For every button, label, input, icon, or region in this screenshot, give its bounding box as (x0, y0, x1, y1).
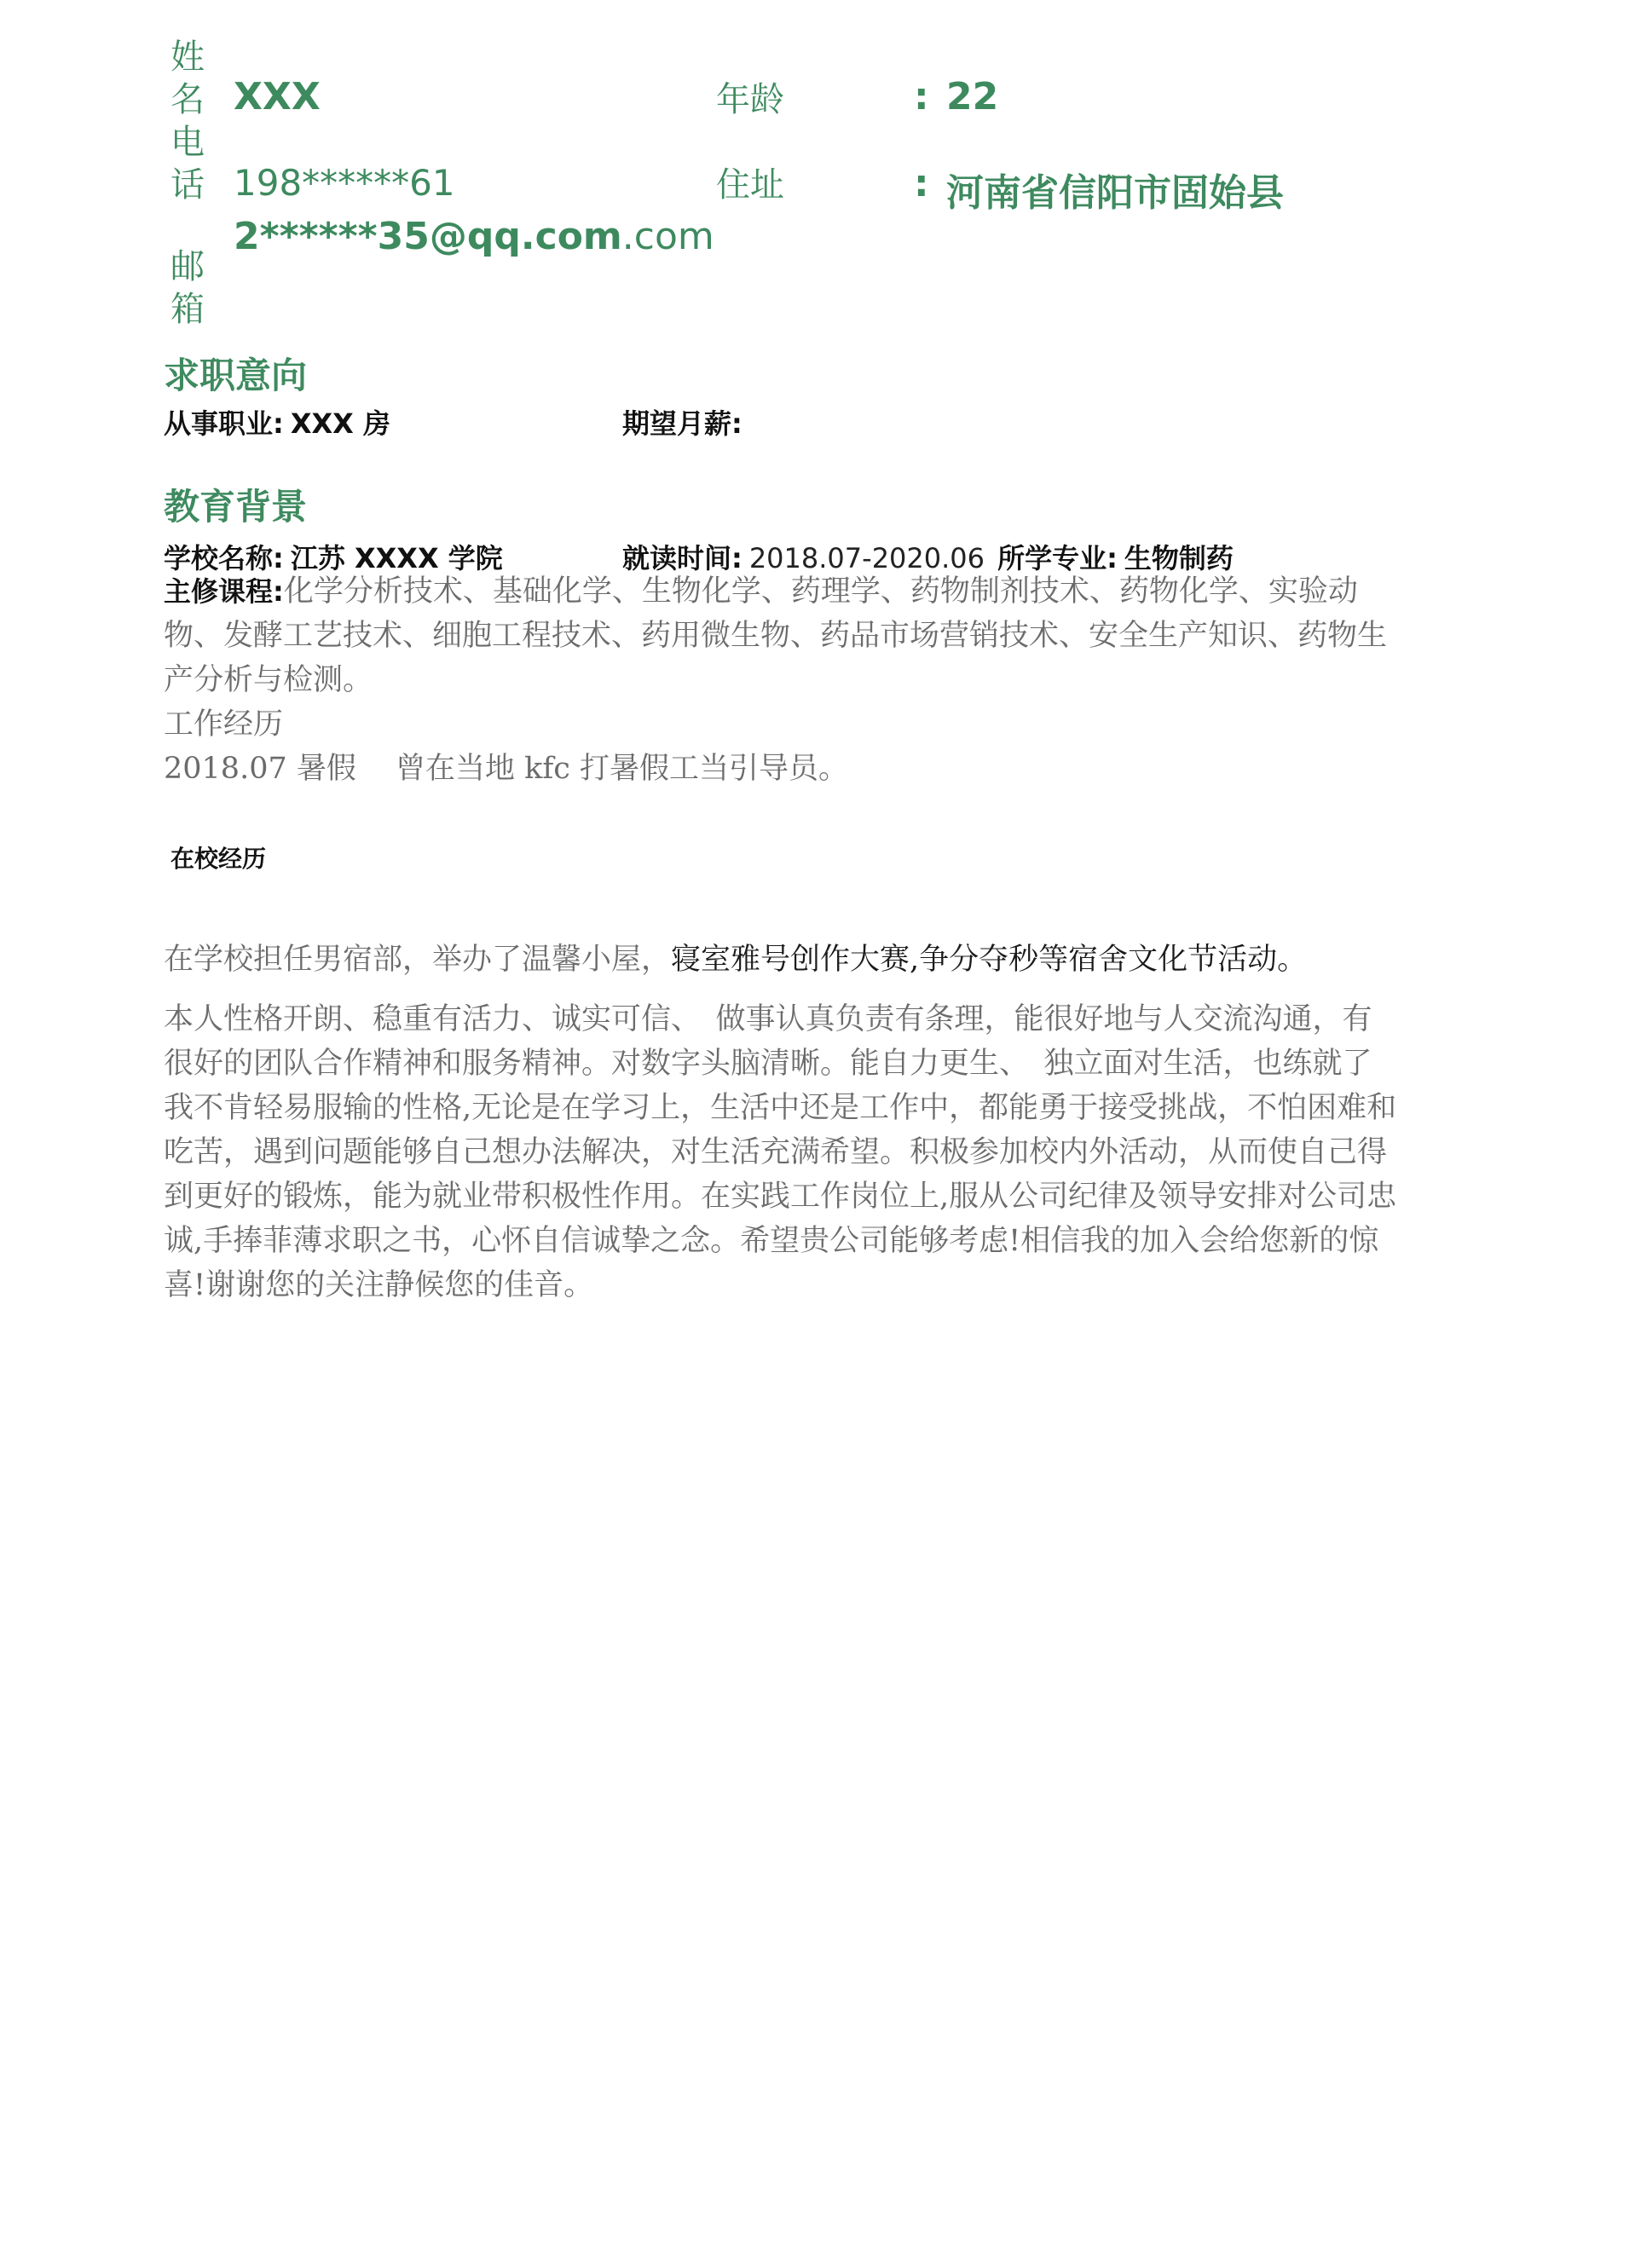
self-eval-line: 吃苦，遇到问题能够自己想办法解决，对生活充满希望。积极参加校内外活动，从而使自己得 (164, 1135, 1388, 1169)
courses-line: 产分析与检测。 (164, 663, 373, 697)
age-value: 22 (946, 75, 999, 118)
address-colon: : (914, 162, 929, 205)
courses (164, 569, 1387, 702)
label-char: 邮 (170, 247, 205, 286)
work-title: 工作经历 (164, 707, 284, 742)
courses-line: 化学分析技术、基础化学、生物化学、药理学、药物制剂技术、药物化学、实验动 (283, 574, 1358, 609)
campus-entry (164, 938, 1307, 982)
label-char: 箱 (170, 290, 205, 329)
campus-entry-part: 在学校担任男宿部，举办了温馨小屋， (164, 943, 672, 977)
self-eval-line: 本人性格开朗、稳重有活力、诚实可信、 做事认真负责有条理，能很好地与人交流沟通，有 (164, 1002, 1372, 1036)
self-eval-line: 我不肯轻易服输的性格,无论是在学习上，生活中还是工作中，都能勇于接受挑战，不怕困难和 (164, 1091, 1397, 1125)
period-label: 就读时间: (622, 542, 742, 574)
occupation-label: 从事职业: (164, 407, 284, 440)
major-value: 生物制药 (1124, 542, 1234, 574)
age-colon: : (914, 75, 929, 118)
work-entry: 2018.07 暑假 曾在当地 kfc 打暑假工当引导员。 (164, 752, 849, 786)
period-value: 2018.07-2020.06 (748, 542, 985, 574)
major-label: 所学专业: (997, 542, 1118, 574)
campus-entry-part: 寝室雅号创作大赛,争分夺秒等宿舍文化节活动。 (671, 943, 1308, 977)
self-eval-line: 很好的团队合作精神和服务精神。对数字头脑清晰。能自力更生、 独立面对生活，也练就了 (164, 1047, 1372, 1081)
label-char: 名 (170, 80, 205, 119)
label-char: 话 (170, 165, 205, 205)
label-char: 姓 (170, 38, 205, 77)
self-eval-line: 到更好的锻炼，能为就业带积极性作用。在实践工作岗位上,服从公司纪律及领导安排对公司忠 (164, 1180, 1397, 1214)
salary-label: 期望月薪: (622, 407, 742, 440)
self-eval-line: 喜!谢谢您的关注静候您的佳音。 (164, 1268, 594, 1302)
job-intent-title: 求职意向 (164, 355, 308, 396)
self-eval-line: 诚,手捧菲薄求职之书，心怀自信诚挚之念。希望贵公司能够考虑!相信我的加入会给您新的惊 (164, 1224, 1379, 1258)
education-title: 教育背景 (164, 486, 308, 528)
email-label (170, 245, 205, 331)
name-value: XXX (234, 75, 321, 118)
occupation (164, 402, 390, 441)
email-value (234, 215, 714, 258)
email-value-tail: .com (621, 215, 714, 258)
address-value: 河南省信阳市固始县 (946, 171, 1284, 215)
name-phone-label (170, 36, 205, 206)
label-char: 电 (170, 123, 205, 162)
campus-title: 在校经历 (170, 845, 267, 873)
school-value: 江苏 XXXX 学院 (290, 542, 503, 574)
occupation-value: XXX 房 (290, 407, 390, 440)
self-evaluation (164, 997, 1396, 1307)
courses-label: 主修课程: (164, 575, 284, 608)
email-value-main: 2******35@qq.com (234, 215, 622, 258)
age-label: 年龄 (716, 80, 784, 119)
courses-line: 物、发酵工艺技术、细胞工程技术、药用微生物、药品市场营销技术、安全生产知识、药物生 (164, 619, 1388, 653)
phone-value: 198******61 (234, 162, 455, 204)
school-label: 学校名称: (164, 542, 284, 574)
address-label: 住址 (716, 165, 784, 205)
